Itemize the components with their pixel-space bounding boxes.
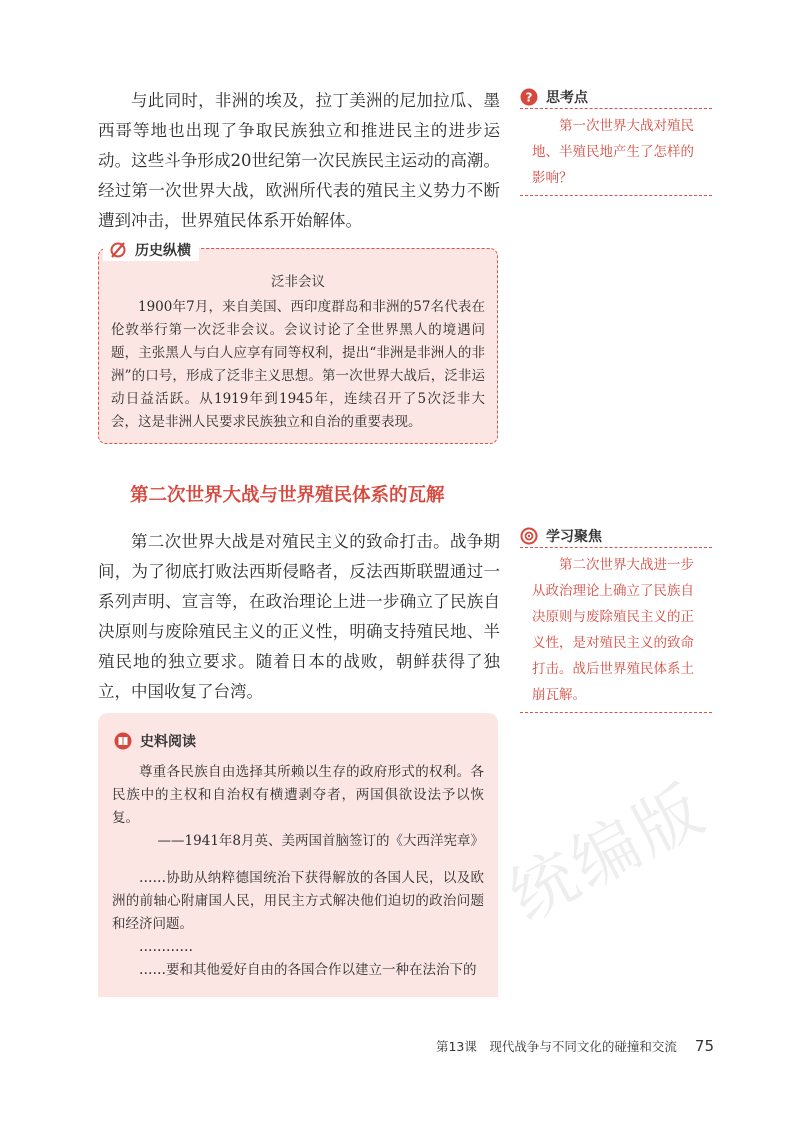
source-reading-header bbox=[114, 731, 196, 751]
history-panorama-box bbox=[98, 243, 498, 444]
paragraph-text: 第二次世界大战是对殖民主义的致命打击。战争期间，为了彻底打败法西斯侵略者，反法西斯联盟通过一系列声明、宣言等，在政治理论上进一步确立了民族自决原则与废除殖民主义的正义性，明确支持殖民地、半殖民地的独立要求。随着日本的战败，朝鲜获得了独立，中国收复了台湾。 bbox=[98, 532, 500, 701]
page-number: 75 bbox=[694, 1037, 714, 1055]
watermark-text: 统编版 bbox=[497, 769, 719, 937]
source-reading-content bbox=[112, 761, 484, 982]
source-reading-title: 史料阅读 bbox=[140, 734, 196, 750]
learning-focus-text: 第二次世界大战进一步从政治理论上确立了民族自决原则与废除殖民主义的正义性，是对殖民主义的致命打击。战后世界殖民体系土崩瓦解。 bbox=[520, 548, 712, 713]
page-footer bbox=[436, 1037, 714, 1055]
book-icon bbox=[114, 732, 132, 750]
svg-text:?: ? bbox=[525, 90, 533, 105]
section-heading: 第二次世界大战与世界殖民体系的瓦解 bbox=[130, 485, 445, 506]
history-box-content bbox=[111, 271, 485, 434]
compass-icon bbox=[109, 241, 127, 259]
think-point-header bbox=[520, 86, 712, 109]
source-quote-3: ……要和其他爱好自由的各国合作以建立一种在法治下的 bbox=[139, 962, 477, 978]
history-box-subtitle: 泛非会议 bbox=[271, 274, 325, 290]
think-point-box bbox=[520, 86, 712, 196]
paragraph-text: 与此同时，非洲的埃及，拉丁美洲的尼加拉瓜、墨西哥等地也出现了争取民族独立和推进民主的进步运动。这些斗争形成20世纪第一次民族民主运动的高潮。经过第一次世界大战，欧洲所代表的殖民主义势力不断遭到冲击，世界殖民体系开始解体。 bbox=[98, 91, 500, 230]
learning-focus-box bbox=[520, 525, 712, 713]
think-point-text: 第一次世界大战对殖民地、半殖民地产生了怎样的影响？ bbox=[520, 109, 712, 196]
source-reading-box bbox=[98, 713, 498, 997]
history-box-text: 1900年7月，来自美国、西印度群岛和非洲的57名代表在伦敦举行第一次泛非会议。会议讨论了全世界黑人的境遇问题，主张黑人与白人应享有同等权利，提出“非洲是非洲人的非洲”的口号，形成了泛非主义思想。第一次世界大战后，泛非运动日益活跃。从1919年到1945年，连续召开了5次泛非大会，这是非洲人民要求民族独立和自治的重要表现。 bbox=[111, 299, 485, 430]
footer-lesson-title: 第13课 现代战争与不同文化的碰撞和交流 bbox=[435, 1039, 677, 1054]
history-box-header bbox=[103, 239, 199, 261]
target-icon bbox=[520, 527, 538, 545]
question-icon bbox=[520, 88, 538, 106]
think-point-title: 思考点 bbox=[546, 90, 588, 106]
source-quote-2: ……协助从纳粹德国统治下获得解放的各国人民，以及欧洲的前轴心附庸国人民，用民主方式解决他们迫切的政治问题和经济问题。 bbox=[112, 870, 484, 932]
source-attribution: ——1941年8月英、美两国首脑签订的《大西洋宪章》 bbox=[157, 833, 484, 849]
body-paragraph-2 bbox=[98, 527, 500, 707]
history-box-title: 历史纵横 bbox=[135, 243, 191, 259]
source-ellipsis: ………… bbox=[139, 939, 193, 955]
learning-focus-header bbox=[520, 525, 712, 548]
body-paragraph-1 bbox=[98, 86, 500, 236]
source-quote-1: 尊重各民族自由选择其所赖以生存的政府形式的权利。各民族中的主权和自治权有横遭剥夺者，两国俱欲设法予以恢复。 bbox=[112, 764, 484, 826]
learning-focus-title: 学习聚焦 bbox=[546, 529, 602, 545]
